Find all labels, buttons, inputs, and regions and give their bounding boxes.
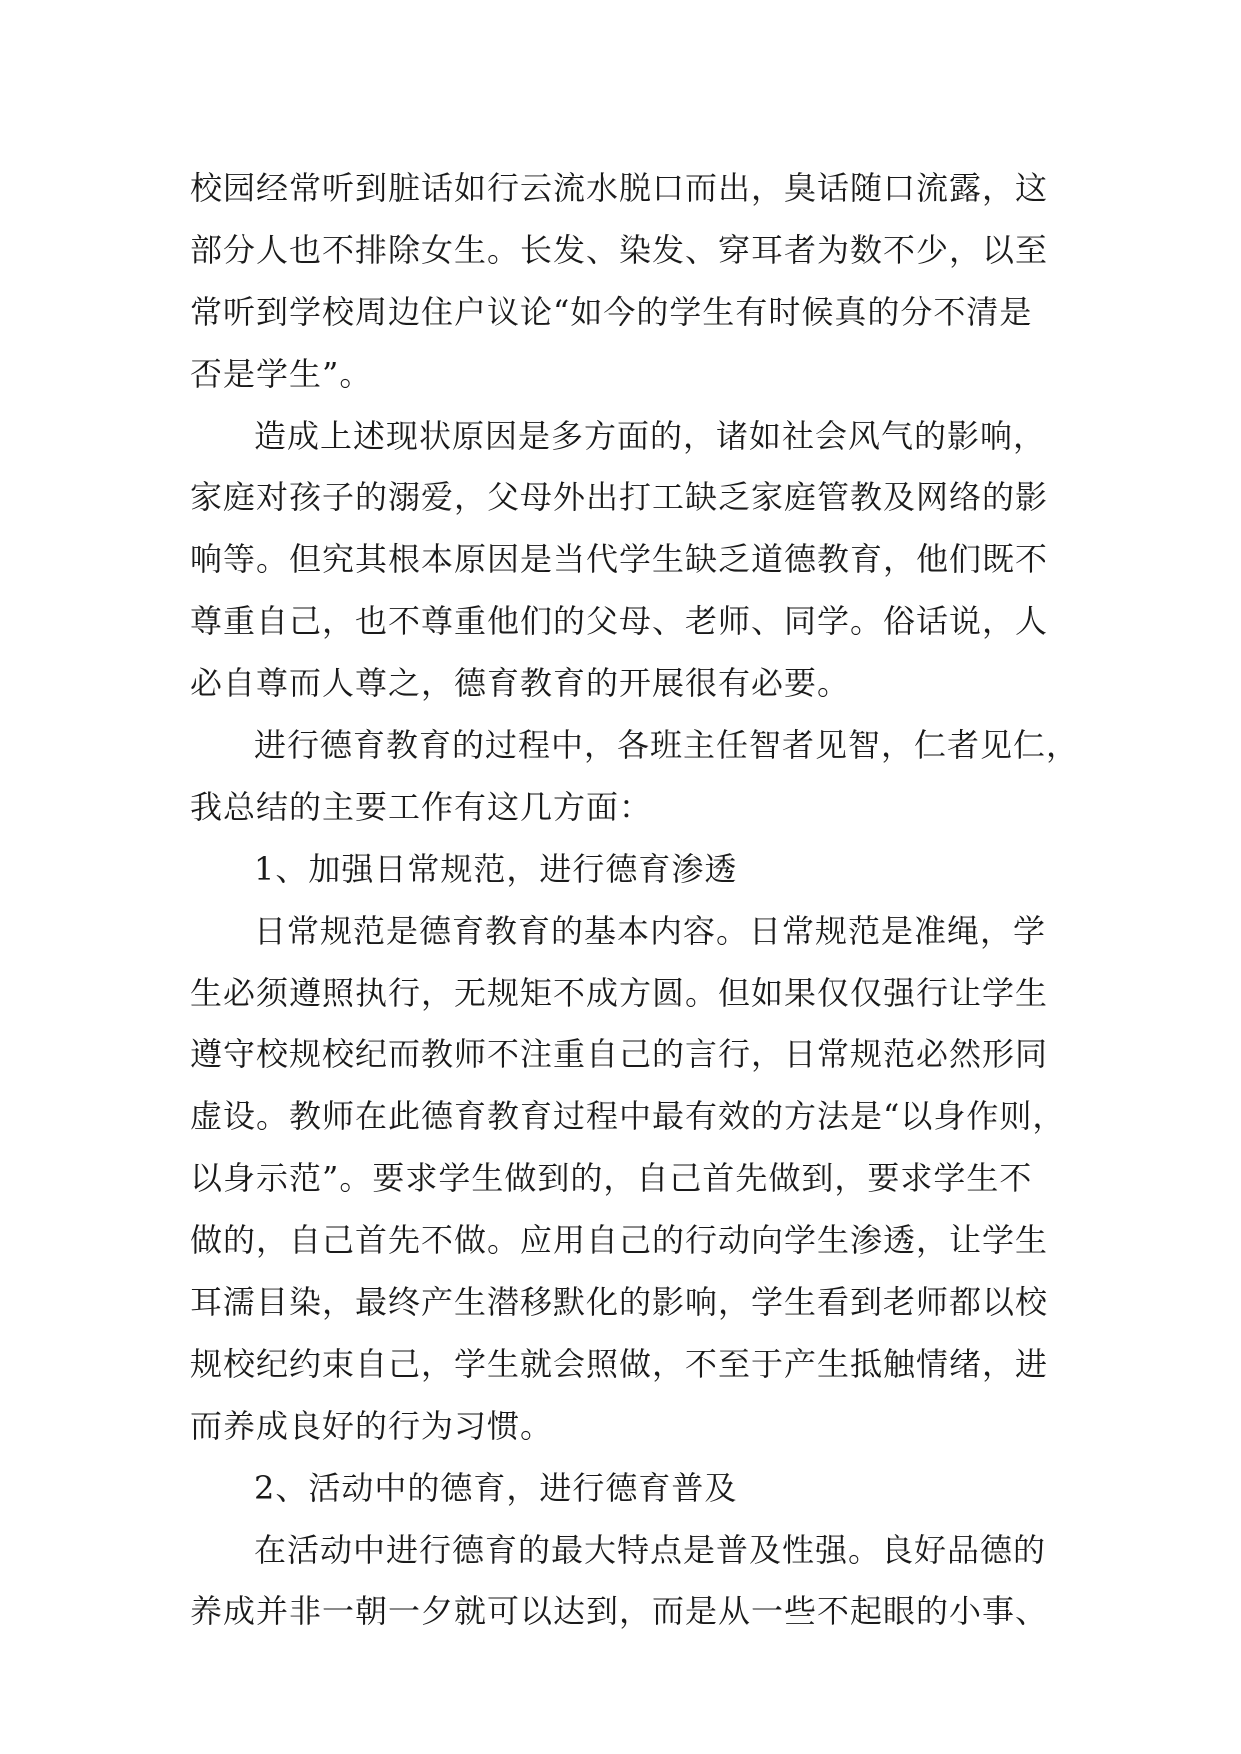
- text-line: 养成并非一朝一夕就可以达到，而是从一些不起眼的小事、: [190, 1592, 1049, 1631]
- text-line: 校园经常听到脏话如行云流水脱口而出，臭话随口流露，这: [190, 169, 1049, 207]
- text-line: 规校纪约束自己，学生就会照做，不至于产生抵触情绪，进: [190, 1344, 1049, 1383]
- text-line: 造成上述现状原因是多方面的，诸如社会风气的影响，: [254, 416, 1047, 455]
- section-heading: 1、加强日常规范，进行德育渗透: [254, 849, 738, 888]
- text-line: 常听到学校周边住户议论“如今的学生有时候真的分不清是: [190, 292, 1033, 331]
- text-line: 虚设。教师在此德育教育过程中最有效的方法是“以身作则，: [190, 1097, 1066, 1136]
- text-line: 耳濡目染，最终产生潜移默化的影响，学生看到老师都以校: [190, 1283, 1049, 1322]
- text-line: 响等。但究其根本原因是当代学生缺乏道德教育，他们既不: [190, 540, 1049, 579]
- text-line: 以身示范”。要求学生做到的，自己首先做到，要求学生不: [190, 1159, 1033, 1198]
- text-line: 生必须遵照执行，无规矩不成方圆。但如果仅仅强行让学生: [190, 973, 1049, 1012]
- text-line: 而养成良好的行为习惯。: [190, 1406, 554, 1445]
- text-line: 在活动中进行德育的最大特点是普及性强。良好品德的: [254, 1530, 1047, 1569]
- section-heading: 2、活动中的德育，进行德育普及: [254, 1468, 738, 1507]
- text-line: 日常规范是德育教育的基本内容。日常规范是准绳，学: [254, 911, 1047, 950]
- text-line: 尊重自己，也不尊重他们的父母、老师、同学。俗话说，人: [190, 602, 1049, 641]
- text-line: 家庭对孩子的溺爱，父母外出打工缺乏家庭管教及网络的影: [190, 478, 1049, 517]
- text-line: 遵守校规校纪而教师不注重自己的言行，日常规范必然形同: [190, 1035, 1049, 1074]
- text-line: 部分人也不排除女生。长发、染发、穿耳者为数不少，以至: [190, 230, 1049, 269]
- text-line: 进行德育教育的过程中，各班主任智者见智，仁者见仁，: [254, 726, 1080, 765]
- text-line: 必自尊而人尊之，德育教育的开展很有必要。: [190, 664, 851, 703]
- text-line: 否是学生”。: [190, 354, 373, 393]
- text-line: 我总结的主要工作有这几方面：: [190, 787, 653, 826]
- body-text: [190, 158, 1080, 1643]
- text-line: 做的，自己首先不做。应用自己的行动向学生渗透，让学生: [190, 1221, 1049, 1260]
